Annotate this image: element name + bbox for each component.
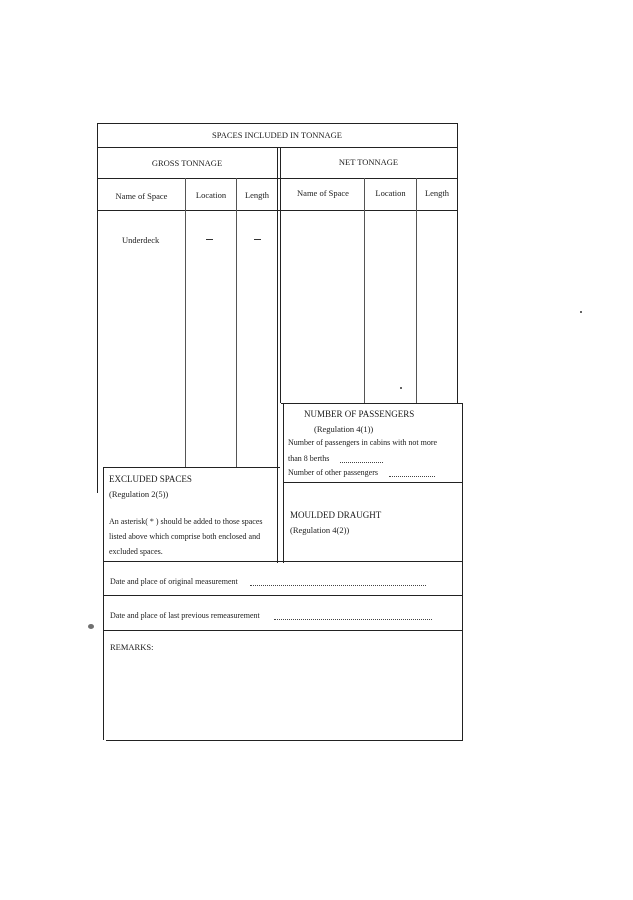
scan-speck bbox=[580, 311, 582, 313]
excluded-top-line bbox=[103, 467, 280, 468]
gross-net-divider-inner bbox=[280, 147, 281, 403]
gross-col-name: Name of Space bbox=[115, 191, 168, 201]
net-col-length: Length bbox=[424, 188, 450, 198]
net-col-divider-1 bbox=[364, 178, 365, 403]
original-measurement-top-line bbox=[103, 561, 462, 562]
gross-row-name: Underdeck bbox=[122, 235, 160, 245]
net-tonnage-header: NET TONNAGE bbox=[338, 157, 399, 167]
scan-speck bbox=[400, 387, 402, 389]
draught-regulation: (Regulation 4(2)) bbox=[290, 525, 350, 535]
draught-title: MOULDED DRAUGHT bbox=[290, 510, 382, 520]
column-header-bottom-line bbox=[97, 210, 457, 211]
draught-left-line bbox=[283, 403, 284, 563]
net-col-divider-2 bbox=[416, 178, 417, 403]
gross-tonnage-header: GROSS TONNAGE bbox=[151, 158, 223, 168]
gross-col-divider-2 bbox=[236, 178, 237, 467]
excluded-note-line2: listed above which comprise both enclosed and bbox=[109, 532, 261, 541]
passengers-line3: Number of other passengers bbox=[288, 468, 378, 477]
previous-remeasurement-top-line bbox=[103, 595, 462, 596]
passengers-line1: Number of passengers in cabins with not more bbox=[288, 438, 438, 447]
gross-row-length-dash bbox=[254, 239, 261, 240]
frame-bottom-line bbox=[106, 740, 463, 741]
table-title: SPACES INCLUDED IN TONNAGE bbox=[212, 130, 342, 140]
passengers-berths-dots bbox=[340, 462, 383, 463]
net-col-name: Name of Space bbox=[297, 188, 349, 198]
remarks-top-line bbox=[103, 630, 462, 631]
excluded-note-line1: An asterisk( * ) should be added to those spaces bbox=[109, 517, 263, 526]
net-col-location: Location bbox=[375, 188, 406, 198]
passengers-top-line bbox=[281, 403, 462, 404]
original-measurement-label: Date and place of original measurement bbox=[110, 577, 238, 586]
excluded-regulation: (Regulation 2(5)) bbox=[109, 489, 169, 499]
passengers-other-dots bbox=[389, 476, 435, 477]
passengers-title: NUMBER OF PASSENGERS bbox=[304, 409, 415, 419]
original-measurement-dots bbox=[250, 585, 426, 586]
scan-speck bbox=[88, 624, 94, 629]
previous-remeasurement-dots bbox=[274, 619, 432, 620]
frame-left-line-lower bbox=[103, 467, 104, 740]
draught-top-line bbox=[283, 482, 462, 483]
remarks-label: REMARKS: bbox=[110, 642, 154, 652]
frame-top-line bbox=[97, 123, 457, 124]
excluded-title: EXCLUDED SPACES bbox=[109, 474, 192, 484]
passengers-regulation: (Regulation 4(1)) bbox=[314, 424, 374, 434]
frame-right-line-lower bbox=[462, 403, 463, 740]
gross-row-location-dash bbox=[206, 239, 213, 240]
gross-col-length: Length bbox=[244, 190, 270, 200]
gross-col-location: Location bbox=[195, 190, 227, 200]
gross-col-divider-1 bbox=[185, 178, 186, 467]
previous-remeasurement-label: Date and place of last previous remeasurement bbox=[110, 611, 260, 620]
frame-right-line-upper bbox=[457, 123, 458, 403]
section-header-bottom-line bbox=[97, 178, 457, 179]
excluded-note-line3: excluded spaces. bbox=[109, 547, 163, 556]
passengers-line2: than 8 berths bbox=[288, 454, 330, 463]
